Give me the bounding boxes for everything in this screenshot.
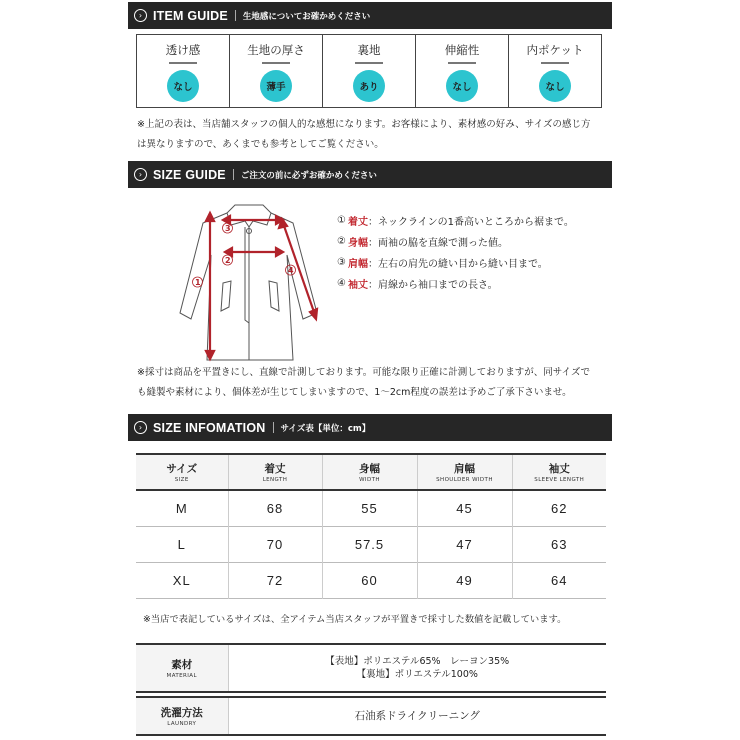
material-row [136,644,606,692]
cell-length: 72 [228,562,322,598]
guide-badge: あり [353,70,385,102]
laundry-value: 石油系ドライクリーニング [354,709,480,722]
guide-cell-thickness [230,35,323,107]
note-line: ※採寸は商品を平置きにし、直線で計測しております。可能な限り正確に計測しておりますが、同サイズで [137,367,590,378]
legend-number: ④ [337,278,346,289]
legend-desc: ：両袖の脇を直線で測った値。 [367,238,508,249]
item-guide-table [136,34,602,108]
section-subtitle: ご注文の前に必ずお確かめください [240,170,377,181]
cell-sleeve: 63 [551,536,568,552]
note-line: ※上記の表は、当店舗スタッフの個人的な感想になります。お客様により、素材感の好み、サイズの感じ方 [137,119,591,130]
divider [233,169,234,180]
legend-row-width [337,231,574,252]
cell-width: 55 [322,490,417,526]
cell-sleeve: 62 [551,500,568,516]
laundry-table [136,696,606,736]
size-guide-note [137,363,607,403]
legend-desc: ：左右の肩先の縫い目から縫い目まで。 [367,259,548,270]
item-guide-note [137,115,607,155]
guide-badge: なし [539,70,571,102]
section-subtitle: サイズ表【単位：cm】 [280,423,371,434]
material-line: 【裏地】ポリエステル100% [356,669,478,680]
divider [355,62,383,64]
cell-width: 60 [322,562,417,598]
legend-row-sleeve [337,273,574,294]
column-header-length: 着丈 LENGTH [228,454,322,490]
guide-badge: 薄手 [260,70,292,102]
material-table [136,643,606,693]
laundry-head: 洗濯方法 LAUNDRY [136,697,228,735]
table-row [136,562,606,598]
material-value [228,644,606,692]
size-guide-header [128,161,612,188]
cell-sleeve: 64 [551,572,568,588]
divider [169,62,197,64]
column-header-size: サイズ SIZE [136,454,228,490]
guide-cell-lining [323,35,416,107]
guide-label: 伸縮性 [444,43,480,57]
guide-cell-sheerness [137,35,230,107]
guide-label: 生地の厚さ [247,43,305,57]
laundry-row [136,697,606,735]
divider [262,62,290,64]
divider [541,62,569,64]
note-line: も縫製や素材により、個体差が生じてしまいますので、1〜2cm程度の誤差は予めご了承下さいませ。 [137,387,572,398]
guide-label: 裏地 [357,43,381,57]
table-row [136,490,606,526]
legend-key: 袖丈 [347,280,368,291]
section-subtitle: 生地感についてお確かめください [242,11,371,22]
cell-length: 70 [228,526,322,562]
guide-cell-inner-pocket [509,35,601,107]
divider [235,10,236,21]
marker-2: 2 [225,256,231,265]
legend-key: 肩幅 [347,259,368,270]
section-title: ITEM GUIDE [153,8,228,23]
legend-desc: ：ネックラインの1番高いところから裾まで。 [367,217,574,228]
legend-desc: ：肩線から袖口までの長さ。 [367,280,498,291]
chevron-right-circle-icon: › [134,9,147,22]
cell-shoulder: 47 [417,526,512,562]
cell-size: M [136,490,228,526]
divider [448,62,476,64]
column-header-shoulder: 肩幅 SHOULDER WIDTH [417,454,512,490]
legend-key: 身幅 [347,238,368,249]
coat-illustration-icon [175,195,325,365]
guide-label: 内ポケット [526,43,584,57]
section-title: SIZE GUIDE [153,167,226,182]
cell-shoulder: 45 [417,490,512,526]
cell-size: XL [136,562,228,598]
table-row [136,526,606,562]
marker-4: 4 [288,266,294,275]
legend-row-length [337,210,574,231]
legend-number: ② [337,236,346,247]
cell-width: 57.5 [322,526,417,562]
section-title: SIZE INFOMATION [153,420,266,435]
marker-1: 1 [195,278,201,287]
guide-badge: なし [446,70,478,102]
cell-shoulder: 49 [417,562,512,598]
legend-number: ① [337,215,346,226]
column-header-sleeve: 袖丈 SLEEVE LENGTH [534,463,585,483]
coat-measurement-diagram [175,195,325,365]
note-line: は異なりますので、あくまでも参考としてご覧ください。 [137,139,384,150]
column-header-width: 身幅 WIDTH [322,454,417,490]
measurement-legend [337,210,574,294]
material-head: 素材 MATERIAL [136,644,228,692]
guide-badge: なし [167,70,199,102]
item-guide-header [128,2,612,29]
size-table-header [136,454,606,490]
size-info-header [128,414,612,441]
size-info-note: ※当店で表記しているサイズは、全アイテム当店スタッフが平置きで採寸した数値を記載しています。 [143,614,567,625]
legend-row-shoulder [337,252,574,273]
guide-label: 透け感 [165,43,201,57]
divider [273,422,274,433]
cell-length: 68 [228,490,322,526]
chevron-right-circle-icon: › [134,421,147,434]
legend-number: ③ [337,257,346,268]
cell-size: L [136,526,228,562]
size-table [136,453,606,599]
material-line: 【表地】ポリエステル65% レーヨン35% [325,656,510,667]
marker-3: 3 [225,224,231,233]
legend-key: 着丈 [347,217,368,228]
guide-cell-stretch [416,35,509,107]
chevron-right-circle-icon: › [134,168,147,181]
